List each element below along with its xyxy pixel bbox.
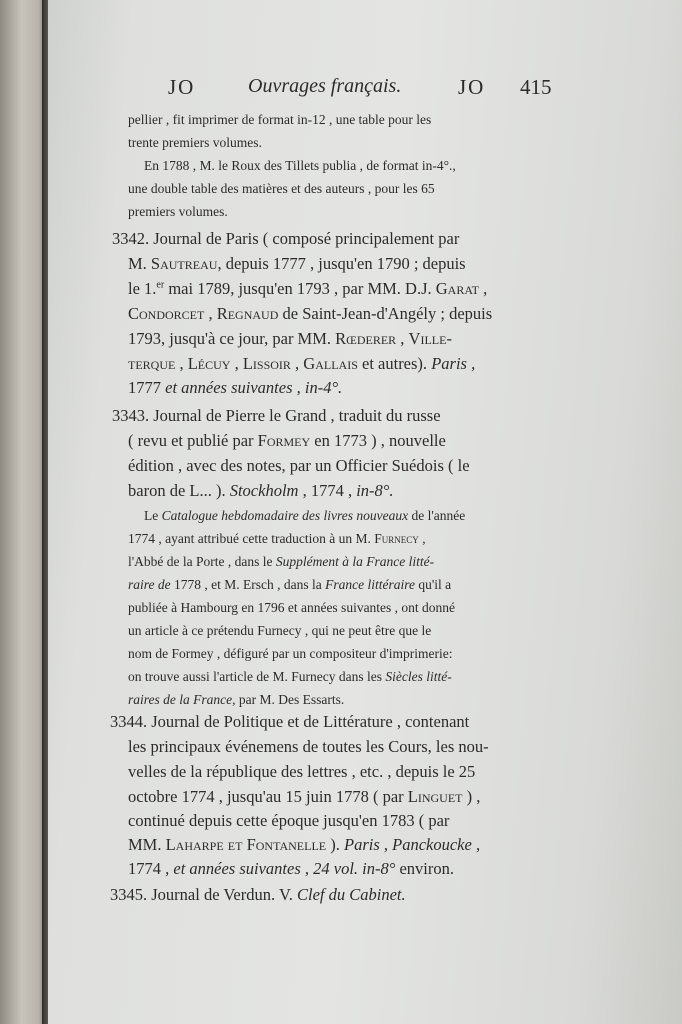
- author-name: Linguet: [407, 787, 463, 806]
- author-name: Furnecy: [374, 531, 419, 546]
- entry-3342-line: [128, 378, 342, 398]
- entry-3342-line: [128, 329, 452, 349]
- text-run: de l'année: [408, 508, 466, 523]
- italic-run: in-8°.: [356, 481, 394, 500]
- text-run: on trouve aussi l'article de M. Furnecy dans les: [128, 669, 386, 684]
- text-run: l'Abbé de la Porte , dans le: [128, 554, 276, 569]
- text-run: ,: [204, 304, 217, 323]
- text-run: 3345. Journal de Verdun. V.: [110, 885, 297, 904]
- entry-3343-line: [128, 431, 446, 451]
- text-run: ,: [418, 531, 426, 546]
- text-run: ,: [175, 354, 188, 373]
- author-name: terque: [128, 354, 176, 373]
- italic-run: France littéraire: [325, 577, 415, 592]
- text-run: , 1774 ,: [298, 481, 357, 500]
- entry-3344-line: [128, 859, 454, 879]
- text-run: MM.: [128, 835, 166, 854]
- text-run: 1793, jusqu'à ce jour, par MM.: [128, 329, 336, 348]
- text-run: ,: [479, 279, 488, 298]
- italic-run: raires de la France: [128, 692, 233, 707]
- author-name: Condorcet: [128, 304, 205, 323]
- text-run: ).: [326, 835, 344, 854]
- place-name: Paris ,: [431, 354, 476, 373]
- text-run: ,: [290, 354, 304, 373]
- text-run: ( revu et publié par: [128, 431, 258, 450]
- author-name: Sautreau: [150, 254, 218, 273]
- text-run: , depuis 1777 , jusqu'en 1790 ; depuis: [217, 254, 466, 273]
- italic-run: , et années suivantes , 24 vol. in-8°: [165, 859, 396, 878]
- note-line: un article à ce prétendu Furnecy , qui ne peut être que le: [128, 623, 432, 638]
- text-run: octobre 1774 , jusqu'au 15 juin 1778 ( par: [128, 787, 408, 806]
- page-text: [48, 0, 682, 1024]
- author-name: Regnaud: [216, 304, 279, 323]
- text-run: en 1773 ) , nouvelle: [310, 431, 446, 450]
- entry-3345-line: [110, 885, 406, 905]
- entry-3344-line: [128, 835, 480, 855]
- place-name: Stockholm: [229, 481, 299, 500]
- text-run: le 1.: [128, 279, 157, 298]
- text-line: En 1788 , M. le Roux des Tillets publia , de format in-4°.,: [144, 158, 456, 173]
- text-run: ,: [230, 354, 243, 373]
- book-page: [48, 0, 682, 1024]
- note-line: [128, 692, 344, 708]
- text-run: 1777: [128, 378, 166, 397]
- text-run: 1774 , ayant attribué cette traduction à un M.: [128, 531, 375, 546]
- italic-run: raire de: [128, 577, 171, 592]
- author-name: Laharpe et Fontanelle: [165, 835, 327, 854]
- text-run: mai 1789, jusqu'en 1793 , par MM. D.J.: [164, 279, 436, 298]
- entry-3342-line: [128, 354, 475, 374]
- running-head: [168, 75, 618, 105]
- text-run: ) ,: [462, 787, 481, 806]
- note-line: [128, 669, 452, 685]
- text-run: Le: [144, 508, 162, 523]
- note-line: [128, 577, 451, 593]
- entry-3343-line: 3343. Journal de Pierre le Grand , traduit du russe: [112, 406, 441, 425]
- text-run: qu'il a: [414, 577, 452, 592]
- text-run: 1778 , et M. Ersch , dans la: [170, 577, 326, 592]
- entry-3343-line: édition , avec des notes, par un Officier Suédois ( le: [128, 456, 470, 475]
- previous-page-edge: [0, 0, 48, 1024]
- head-title: Ouvrages français.: [248, 75, 402, 97]
- entry-3344-line: les principaux événemens de toutes les Cours, les nou-: [128, 737, 489, 756]
- page-number: 415: [520, 75, 552, 99]
- text-run: ,: [396, 329, 409, 348]
- italic-run: Paris , Panckoucke ,: [344, 835, 481, 854]
- text-run: 1774: [128, 859, 166, 878]
- italic-run: et années suivantes , in-4°.: [165, 378, 343, 397]
- author-name: Lécuy: [187, 354, 231, 373]
- text-run: baron de L... ).: [128, 481, 230, 500]
- entry-3342-line: [128, 279, 487, 299]
- text-run: de Saint-Jean-d'Angély ; depuis: [278, 304, 493, 323]
- entry-3344-line: velles de la république des lettres , etc. , depuis le 25: [128, 762, 476, 781]
- superscript: er: [156, 279, 165, 291]
- italic-run: Supplément à la France litté-: [275, 554, 435, 569]
- italic-run: Catalogue hebdomadaire des livres nouveaux: [161, 508, 409, 523]
- text-line: premiers volumes.: [128, 204, 228, 219]
- head-left-letters: JO: [168, 75, 196, 99]
- entry-3342-line: 3342. Journal de Paris ( composé principalement par: [112, 229, 460, 248]
- text-run: et autres).: [357, 354, 432, 373]
- text-line: trente premiers volumes.: [128, 135, 262, 150]
- author-name: Rœderer: [335, 329, 397, 348]
- author-name: Gallais: [303, 354, 358, 373]
- note-line: [128, 531, 426, 547]
- author-name: Garat: [435, 279, 480, 298]
- author-name: Lissoir: [242, 354, 291, 373]
- note-line: nom de Formey , défiguré par un compositeur d'imprimerie:: [128, 646, 453, 661]
- author-name: Ville-: [408, 329, 452, 348]
- note-line: [144, 508, 465, 524]
- entry-3343-line: [128, 481, 394, 501]
- text-line: une double table des matières et des auteurs , pour les 65: [128, 181, 435, 196]
- text-line: pellier , fit imprimer de format in-12 , une table pour les: [128, 112, 432, 127]
- note-line: [128, 554, 434, 570]
- entry-3344-line: 3344. Journal de Politique et de Littérature , contenant: [110, 712, 470, 731]
- italic-run: Siècles litté-: [385, 669, 452, 684]
- note-line: publiée à Hambourg en 1796 et années suivantes , ont donné: [128, 600, 456, 615]
- italic-run: Clef du Cabinet.: [297, 885, 406, 904]
- text-run: environ.: [395, 859, 454, 878]
- entry-3344-line: continué depuis cette époque jusqu'en 1783 ( par: [128, 811, 450, 830]
- head-right-letters: JO: [458, 75, 486, 99]
- entry-3342-line: [128, 254, 466, 274]
- entry-3344-line: [128, 787, 480, 807]
- author-name: Formey: [257, 431, 311, 450]
- text-run: M.: [128, 254, 151, 273]
- text-run: , par M. Des Essarts.: [232, 692, 345, 707]
- entry-3342-line: [128, 304, 492, 324]
